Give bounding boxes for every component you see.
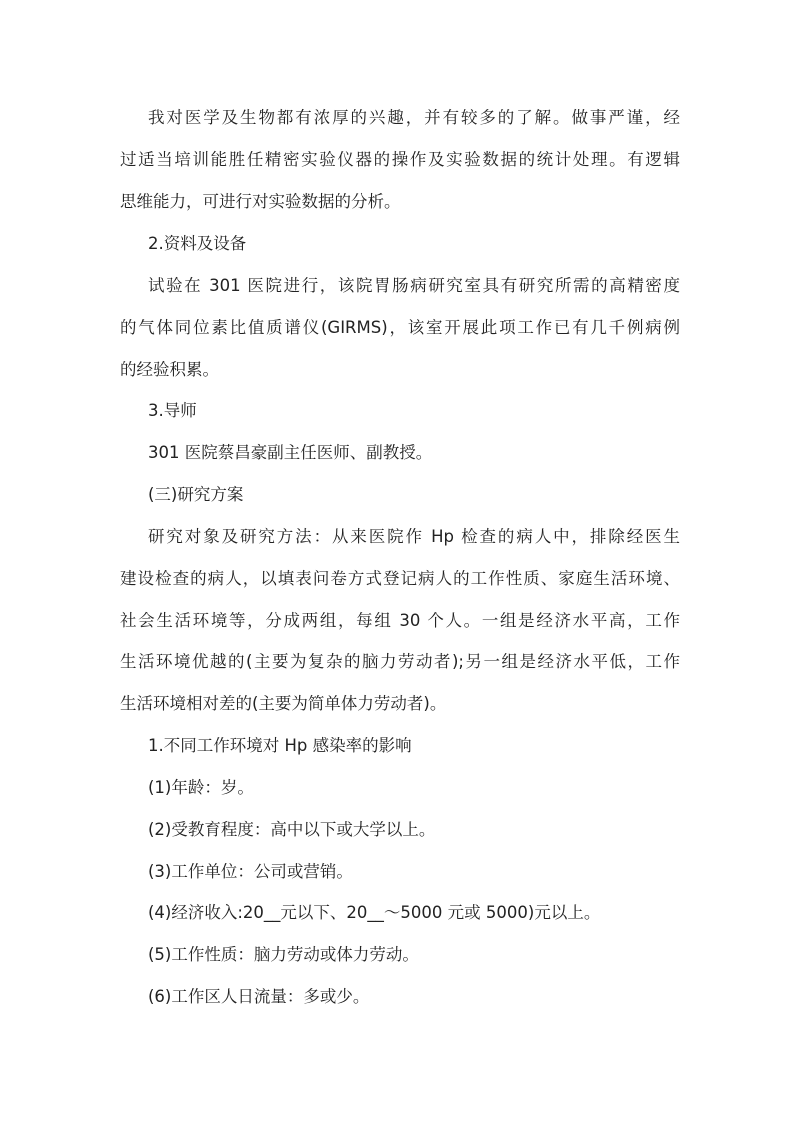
paragraph-line: 建设检查的病人，以填表问卷方式登记病人的工作性质、家庭生活环境、 [120, 569, 680, 588]
list-item: (5)工作性质：脑力劳动或体力劳动。 [148, 945, 419, 964]
paragraph-line: 的经验积累。 [120, 360, 219, 379]
paragraph-line: 研究对象及研究方法：从来医院作 Hp 检查的病人中，排除经医生 [148, 527, 680, 546]
paragraph-line: 社会生活环境等，分成两组，每组 30 个人。一组是经济水平高，工作 [120, 611, 680, 630]
paragraph-line: 我对医学及生物都有浓厚的兴趣，并有较多的了解。做事严谨，经 [148, 108, 680, 127]
paragraph-line: 试验在 301 医院进行，该院胃肠病研究室具有研究所需的高精密度 [148, 276, 680, 295]
section-heading: (三)研究方案 [148, 485, 244, 504]
list-item: (2)受教育程度：高中以下或大学以上。 [148, 820, 436, 839]
list-item: (6)工作区人日流量：多或少。 [148, 987, 370, 1006]
section-heading: 2.资料及设备 [148, 234, 247, 253]
list-item: (3)工作单位：公司或营销。 [148, 862, 353, 881]
section-heading: 1.不同工作环境对 Hp 感染率的影响 [148, 736, 412, 755]
paragraph-line: 的气体同位素比值质谱仪(GIRMS)，该室开展此项工作已有几千例病例 [120, 318, 680, 337]
paragraph-line: 301 医院蔡昌豪副主任医师、副教授。 [148, 443, 433, 462]
paragraph-line: 思维能力，可进行对实验数据的分析。 [120, 192, 401, 211]
section-heading: 3.导师 [148, 401, 197, 420]
list-item: (1)年龄：岁。 [148, 778, 254, 797]
paragraph-line: 生活环境优越的(主要为复杂的脑力劳动者);另一组是经济水平低，工作 [120, 652, 680, 671]
list-item: (4)经济收入:20__元以下、20__～5000 元或 5000)元以上。 [148, 903, 601, 922]
paragraph-line: 生活环境相对差的(主要为简单体力劳动者)。 [120, 694, 447, 713]
paragraph-line: 过适当培训能胜任精密实验仪器的操作及实验数据的统计处理。有逻辑 [120, 150, 680, 169]
